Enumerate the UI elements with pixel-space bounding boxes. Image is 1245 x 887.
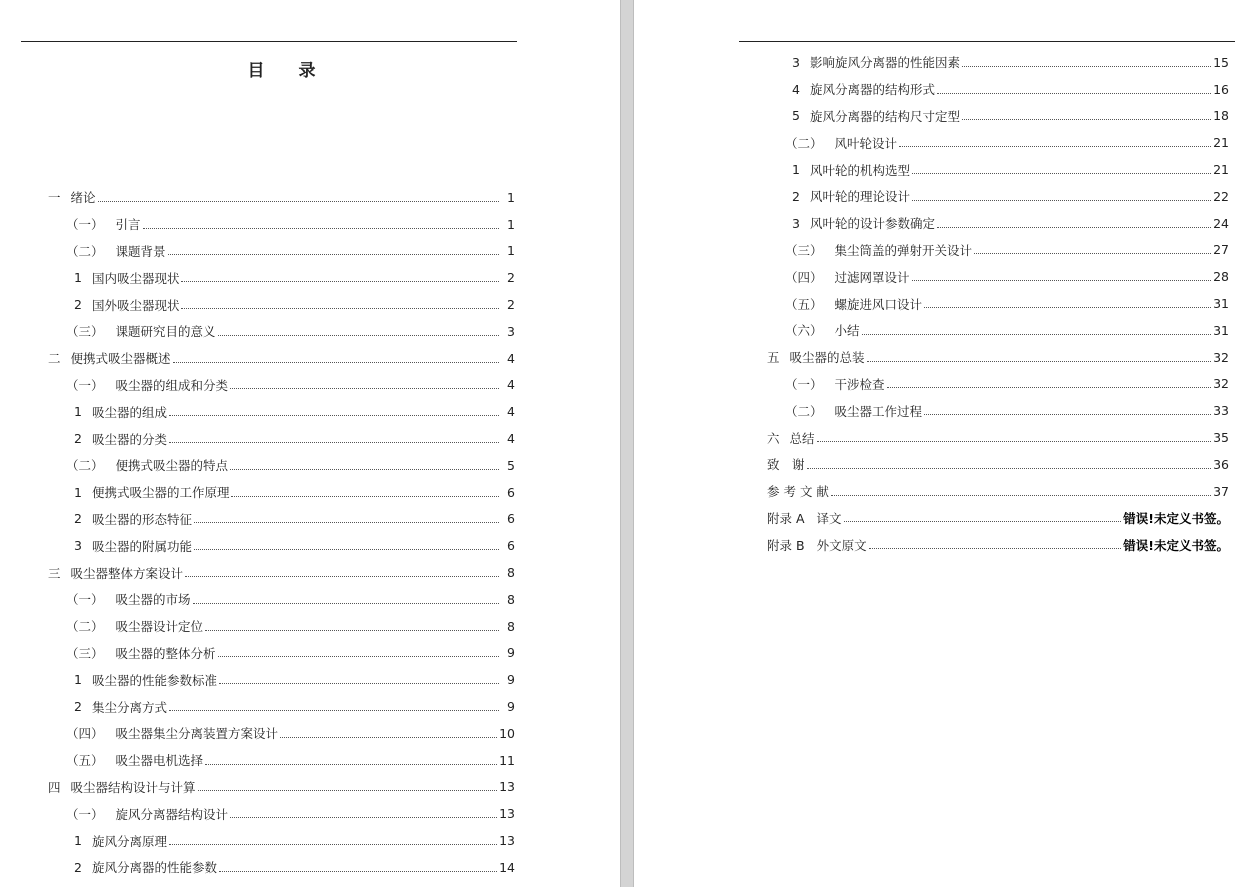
toc-entry[interactable] — [634, 290, 1229, 317]
toc-dot-leader — [974, 253, 1211, 254]
toc-page-number: 32 — [1213, 376, 1229, 392]
toc-dot-leader — [205, 764, 497, 765]
toc-list-right — [634, 49, 1229, 558]
toc-page-number: 32 — [1213, 349, 1229, 365]
toc-entry-title: 干涉检查 — [834, 376, 885, 392]
toc-dot-leader — [817, 441, 1212, 442]
toc-page-number: 35 — [1213, 430, 1229, 446]
toc-page-number: 22 — [1213, 188, 1229, 204]
toc-title: 目 录 — [247, 61, 330, 81]
toc-entry-title: 旋风分离器的性能参数 — [91, 860, 217, 876]
toc-page-number: 1 — [507, 216, 515, 232]
toc-dot-leader — [230, 817, 497, 818]
toc-entry[interactable] — [0, 345, 515, 372]
toc-entry[interactable] — [0, 586, 515, 613]
toc-page-number: 13 — [499, 806, 515, 822]
toc-entry-number: 1 — [74, 270, 82, 286]
toc-entry-title: 课题研究目的意义 — [115, 324, 216, 340]
toc-entry-number: 四 — [48, 779, 61, 795]
toc-entry[interactable] — [0, 425, 515, 452]
toc-dot-leader — [844, 521, 1122, 522]
toc-page-number: 16 — [1213, 81, 1229, 97]
toc-page-number: 8 — [507, 618, 515, 634]
toc-page-number: 21 — [1213, 162, 1229, 178]
document-page-right — [634, 0, 1245, 887]
toc-dot-leader — [194, 522, 499, 523]
toc-entry-title: 吸尘器的总装 — [789, 350, 865, 366]
toc-dot-leader — [219, 871, 497, 872]
toc-entry-number: 3 — [74, 538, 82, 554]
toc-dot-leader — [193, 603, 499, 604]
toc-entry[interactable] — [0, 800, 515, 827]
toc-entry-number: 附录 B — [767, 537, 805, 553]
toc-entry[interactable] — [634, 183, 1229, 210]
toc-page-number: 4 — [507, 377, 515, 393]
toc-page-number: 8 — [507, 565, 515, 581]
toc-entry-number: 1 — [74, 484, 82, 500]
toc-entry-title: 课题背景 — [115, 243, 166, 259]
toc-dot-leader — [807, 468, 1212, 469]
toc-entry-title: 吸尘器集尘分离装置方案设计 — [115, 726, 279, 742]
toc-entry-number: （四） — [785, 269, 823, 285]
toc-dot-leader — [143, 228, 499, 229]
toc-dot-leader — [962, 66, 1211, 67]
toc-entry-number: 三 — [48, 565, 61, 581]
toc-entry[interactable] — [634, 237, 1229, 264]
toc-entry-number: 附录 A — [767, 510, 805, 526]
toc-dot-leader — [869, 548, 1122, 549]
toc-entry-title: 风叶轮设计 — [834, 135, 898, 151]
toc-entry[interactable] — [0, 559, 515, 586]
toc-entry[interactable] — [634, 49, 1229, 76]
toc-dot-leader — [205, 630, 499, 631]
toc-entry-number: （三） — [66, 324, 104, 340]
toc-entry-title: 吸尘器的整体分析 — [115, 645, 216, 661]
toc-page-number: 4 — [507, 404, 515, 420]
toc-entry[interactable] — [634, 344, 1229, 371]
toc-entry[interactable] — [634, 263, 1229, 290]
toc-dot-leader — [169, 442, 499, 443]
toc-page-number: 8 — [507, 591, 515, 607]
toc-entry-title: 便携式吸尘器的工作原理 — [91, 485, 230, 501]
toc-entry-number: （二） — [66, 243, 104, 259]
toc-dot-leader — [924, 414, 1211, 415]
toc-entry-number: 五 — [767, 350, 780, 366]
toc-page-number: 24 — [1213, 215, 1229, 231]
toc-entry-number: （五） — [785, 296, 823, 312]
toc-entry[interactable] — [0, 827, 515, 854]
toc-page-number: 18 — [1213, 108, 1229, 124]
toc-entry-number: 1 — [792, 162, 800, 178]
toc-entry-number: 1 — [74, 404, 82, 420]
toc-entry-number: （二） — [785, 135, 823, 151]
toc-entry-title: 国外吸尘器现状 — [91, 297, 180, 313]
toc-entry-number: （三） — [66, 645, 104, 661]
toc-entry-number: 六 — [767, 430, 780, 446]
toc-dot-leader — [185, 576, 499, 577]
toc-entry[interactable] — [0, 452, 515, 479]
toc-entry-title: 总结 — [789, 430, 815, 446]
toc-page-number: 13 — [499, 779, 515, 795]
toc-page-number: 9 — [507, 699, 515, 715]
toc-entry[interactable] — [0, 640, 515, 667]
header-rule — [739, 41, 1235, 42]
toc-entry[interactable] — [634, 451, 1229, 478]
toc-dot-leader — [169, 844, 497, 845]
toc-entry-title: 便携式吸尘器的特点 — [115, 458, 229, 474]
toc-entry-number: （一） — [66, 217, 104, 233]
toc-entry-title: 旋风分离原理 — [91, 833, 167, 849]
toc-page-number: 15 — [1213, 54, 1229, 70]
toc-entry[interactable] — [0, 854, 515, 881]
toc-entry-number: （一） — [66, 806, 104, 822]
toc-entry-title: 吸尘器的市场 — [115, 592, 191, 608]
toc-entry-number: 3 — [792, 54, 800, 70]
toc-bookmark-error: 错误!未定义书签。 — [1123, 510, 1229, 526]
toc-entry[interactable] — [634, 424, 1229, 451]
toc-dot-leader — [962, 119, 1211, 120]
toc-dot-leader — [181, 281, 499, 282]
toc-entry-title: 译文 — [816, 510, 842, 526]
toc-page-number: 14 — [499, 859, 515, 875]
toc-entry-title: 旋风分离器结构设计 — [115, 806, 229, 822]
toc-dot-leader — [867, 361, 1212, 362]
toc-entry-number: （六） — [785, 323, 823, 339]
toc-dot-leader — [230, 388, 499, 389]
toc-dot-leader — [862, 334, 1212, 335]
toc-entry-number: 2 — [74, 859, 82, 875]
toc-entry[interactable] — [0, 184, 515, 211]
toc-entry-number: 2 — [74, 511, 82, 527]
toc-page-number: 6 — [507, 484, 515, 500]
toc-dot-leader — [899, 146, 1211, 147]
toc-page-number: 21 — [1213, 135, 1229, 151]
toc-entry-title: 吸尘器工作过程 — [834, 403, 923, 419]
toc-entry-number: （二） — [66, 458, 104, 474]
toc-entry[interactable] — [0, 693, 515, 720]
toc-dot-leader — [912, 173, 1211, 174]
toc-entry-title: 参 考 文 献 — [767, 484, 829, 500]
toc-entry-number: 一 — [48, 190, 61, 206]
toc-entry-title: 旋风分离器的结构形式 — [809, 82, 935, 98]
toc-list-left — [0, 184, 515, 881]
toc-entry[interactable] — [634, 156, 1229, 183]
toc-dot-leader — [98, 201, 499, 202]
toc-entry-number: 2 — [74, 431, 82, 447]
toc-entry[interactable] — [634, 103, 1229, 130]
toc-dot-leader — [168, 254, 499, 255]
toc-entry-title: 过滤网罩设计 — [834, 269, 910, 285]
toc-dot-leader — [230, 469, 499, 470]
toc-entry-number: （一） — [66, 377, 104, 393]
toc-entry[interactable] — [0, 318, 515, 345]
toc-entry-title: 风叶轮的理论设计 — [809, 189, 910, 205]
toc-entry-number: （二） — [785, 403, 823, 419]
toc-entry[interactable] — [634, 317, 1229, 344]
toc-entry-number: 2 — [792, 188, 800, 204]
toc-entry-title: 小结 — [834, 323, 860, 339]
toc-entry-number: 2 — [74, 297, 82, 313]
toc-entry-title: 吸尘器的组成 — [91, 404, 167, 420]
toc-dot-leader — [887, 387, 1212, 388]
toc-page-number: 13 — [499, 833, 515, 849]
toc-entry-title: 便携式吸尘器概述 — [70, 351, 171, 367]
toc-entry[interactable] — [0, 532, 515, 559]
toc-entry[interactable] — [0, 238, 515, 265]
toc-entry-number: 1 — [74, 833, 82, 849]
toc-page-number: 2 — [507, 270, 515, 286]
toc-entry[interactable] — [0, 398, 515, 425]
toc-entry-number: （三） — [785, 242, 823, 258]
toc-page-number: 36 — [1213, 456, 1229, 472]
toc-entry-title: 螺旋进风口设计 — [834, 296, 923, 312]
toc-dot-leader — [169, 415, 499, 416]
toc-entry[interactable] — [0, 291, 515, 318]
toc-entry-number: 4 — [792, 81, 800, 97]
toc-dot-leader — [218, 656, 499, 657]
toc-dot-leader — [198, 790, 498, 791]
toc-page-number: 37 — [1213, 483, 1229, 499]
toc-entry-title: 吸尘器的形态特征 — [91, 511, 192, 527]
toc-entry-number: 5 — [792, 108, 800, 124]
toc-dot-leader — [924, 307, 1211, 308]
toc-entry-number: （四） — [66, 726, 104, 742]
toc-dot-leader — [937, 227, 1211, 228]
toc-entry-title: 吸尘器的性能参数标准 — [91, 672, 217, 688]
page-gutter — [620, 0, 634, 887]
toc-page-number: 6 — [507, 511, 515, 527]
toc-entry-number: 2 — [74, 699, 82, 715]
toc-dot-leader — [173, 362, 499, 363]
toc-page-number: 4 — [507, 431, 515, 447]
toc-page-number: 6 — [507, 538, 515, 554]
toc-entry-title: 吸尘器的附属功能 — [91, 538, 192, 554]
toc-page-number: 10 — [499, 725, 515, 741]
toc-entry[interactable] — [634, 505, 1229, 532]
toc-entry[interactable] — [0, 211, 515, 238]
toc-entry-title: 集尘筒盖的弹射开关设计 — [834, 242, 973, 258]
toc-page-number: 11 — [499, 752, 515, 768]
toc-entry-title: 吸尘器设计定位 — [115, 619, 204, 635]
toc-entry-title: 吸尘器的分类 — [91, 431, 167, 447]
toc-entry-title: 绪论 — [70, 190, 96, 206]
toc-page-number: 1 — [507, 243, 515, 259]
toc-dot-leader — [218, 335, 499, 336]
toc-page-number: 33 — [1213, 403, 1229, 419]
toc-dot-leader — [169, 710, 499, 711]
document-page-left — [0, 0, 620, 887]
toc-dot-leader — [181, 308, 499, 309]
toc-entry-number: （五） — [66, 753, 104, 769]
toc-entry[interactable] — [0, 666, 515, 693]
toc-entry-title: 吸尘器电机选择 — [115, 753, 204, 769]
toc-entry-title: 吸尘器结构设计与计算 — [70, 779, 196, 795]
toc-entry[interactable] — [634, 371, 1229, 398]
toc-dot-leader — [231, 496, 499, 497]
toc-entry[interactable] — [634, 210, 1229, 237]
toc-entry[interactable] — [634, 531, 1229, 558]
gutter-edge-left — [620, 0, 621, 887]
toc-entry[interactable] — [0, 720, 515, 747]
toc-entry-number: （一） — [785, 376, 823, 392]
toc-entry-number: （二） — [66, 619, 104, 635]
toc-entry-title: 引言 — [115, 217, 141, 233]
toc-entry-title: 吸尘器的组成和分类 — [115, 377, 229, 393]
toc-entry[interactable] — [0, 372, 515, 399]
toc-entry-title: 外文原文 — [816, 537, 867, 553]
toc-page-number: 31 — [1213, 322, 1229, 338]
toc-entry[interactable] — [0, 479, 515, 506]
toc-dot-leader — [194, 549, 499, 550]
toc-entry-number: 1 — [74, 672, 82, 688]
toc-dot-leader — [219, 683, 499, 684]
header-rule — [21, 41, 517, 42]
toc-entry-title: 影响旋风分离器的性能因素 — [809, 55, 960, 71]
toc-bookmark-error: 错误!未定义书签。 — [1123, 537, 1229, 553]
toc-entry[interactable] — [634, 478, 1229, 505]
toc-entry-title: 风叶轮的机构选型 — [809, 162, 910, 178]
toc-entry-title: 致 谢 — [767, 457, 805, 473]
toc-entry-number: （一） — [66, 592, 104, 608]
toc-page-number: 2 — [507, 297, 515, 313]
toc-entry-number: 3 — [792, 215, 800, 231]
toc-dot-leader — [831, 495, 1211, 496]
toc-dot-leader — [937, 93, 1211, 94]
toc-page-number: 31 — [1213, 296, 1229, 312]
toc-page-number: 3 — [507, 323, 515, 339]
toc-dot-leader — [280, 737, 497, 738]
toc-page-number: 4 — [507, 350, 515, 366]
toc-entry[interactable] — [0, 774, 515, 801]
toc-page-number: 9 — [507, 672, 515, 688]
toc-entry[interactable] — [0, 747, 515, 774]
toc-page-number: 1 — [507, 189, 515, 205]
toc-entry[interactable] — [0, 613, 515, 640]
toc-entry-number: 二 — [48, 351, 61, 367]
toc-entry-title: 集尘分离方式 — [91, 699, 167, 715]
toc-entry-title: 吸尘器整体方案设计 — [70, 565, 184, 581]
toc-entry[interactable] — [0, 506, 515, 533]
toc-page-number: 27 — [1213, 242, 1229, 258]
toc-dot-leader — [912, 280, 1212, 281]
toc-entry[interactable] — [634, 397, 1229, 424]
toc-entry-title: 旋风分离器的结构尺寸定型 — [809, 108, 960, 124]
toc-page-number: 5 — [507, 457, 515, 473]
toc-entry[interactable] — [634, 76, 1229, 103]
toc-entry-title: 风叶轮的设计参数确定 — [809, 216, 935, 232]
toc-page-number: 9 — [507, 645, 515, 661]
toc-entry-title: 国内吸尘器现状 — [91, 270, 180, 286]
toc-entry[interactable] — [0, 264, 515, 291]
toc-page-number: 28 — [1213, 269, 1229, 285]
toc-dot-leader — [912, 200, 1211, 201]
toc-entry[interactable] — [634, 129, 1229, 156]
